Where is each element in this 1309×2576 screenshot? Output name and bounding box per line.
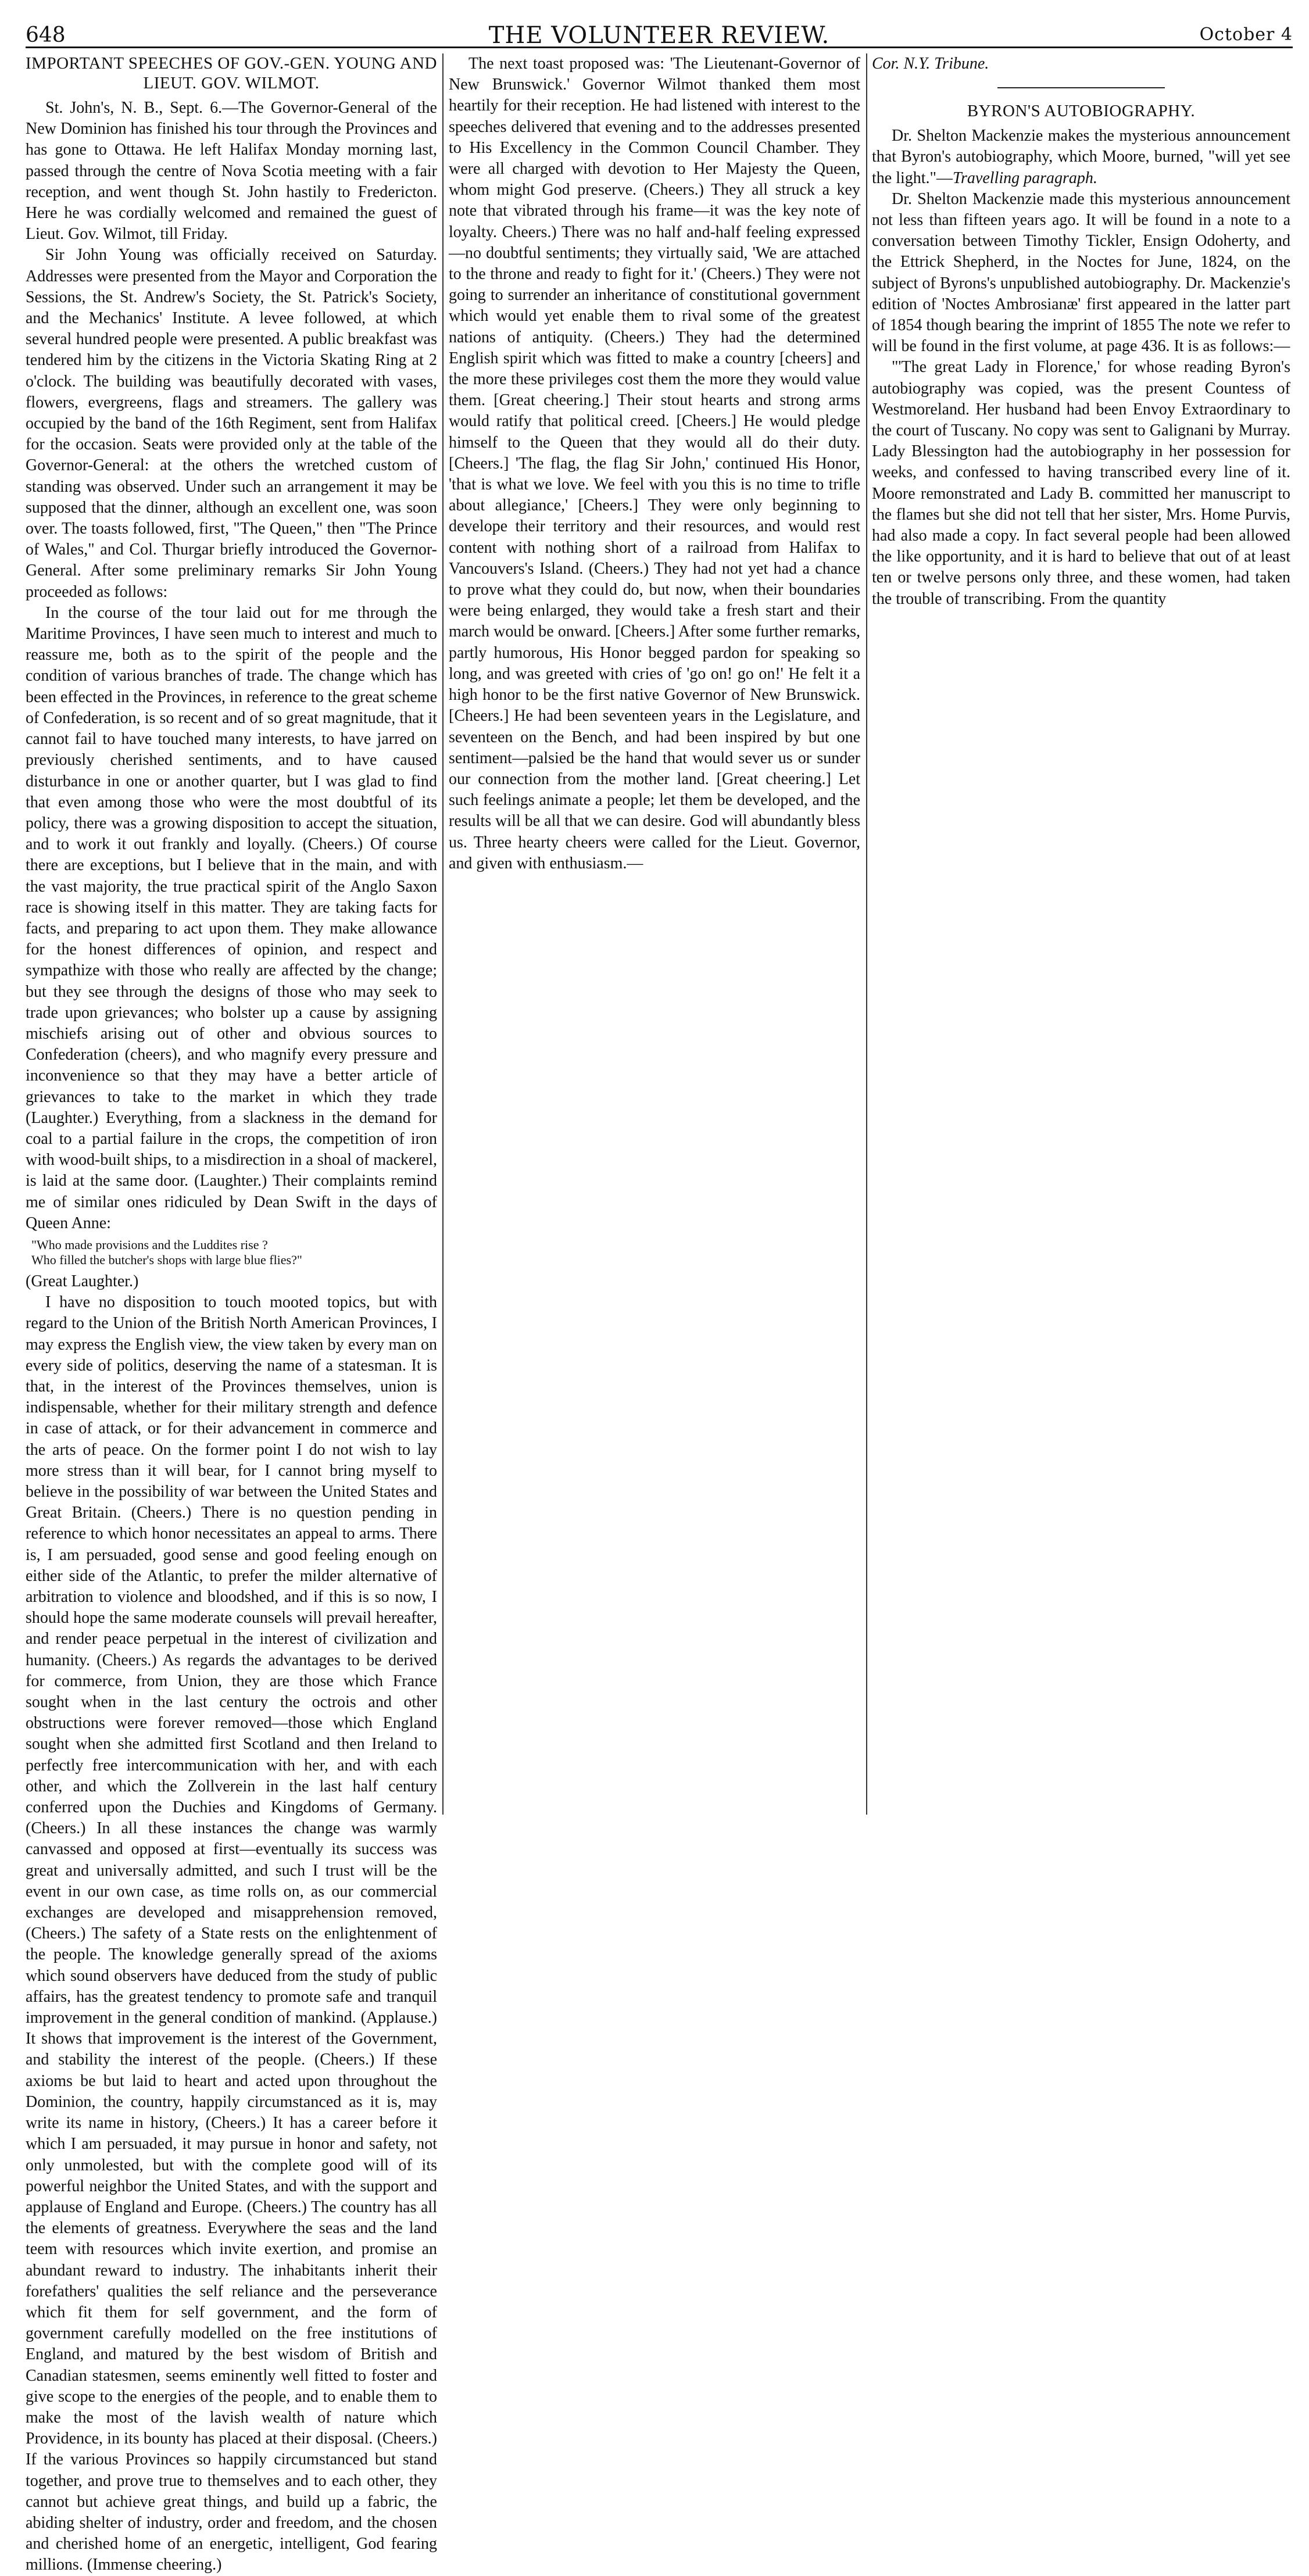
column-2	[449, 53, 860, 1815]
article-source: Cor. N.Y. Tribune.	[872, 55, 989, 73]
article-paragraph: The next toast proposed was: 'The Lieutenant-Governor of New Brunswick.' Governor Wilmot thanked them most heartily for their reception. He had listened with interest to the speeches delivered that evening and to the addresses presented to His Excellency in the Common Council Chamber. They were all charged with devotion to Her Majesty the Queen, whom might God preserve. (Cheers.) They all struck a key note that vibrated through his frame—it was the key note of loyalty. Cheers.) There was no half and-half feeling expressed—no doubtful sentiments; they virtually said, 'We are attached to the throne and ready to fight for it.' (Cheers.) They were not going to surrender an inheritance of constitutional government which would yet enable them to rival some of the greatest nations of antiquity. (Cheers.) They had the determined English spirit which was fitted to make a country [cheers] and the more these privileges cost them the more they would value them. [Great cheering.] Their stout hearts and strong arms would ratify that political creed. [Cheers.] He would pledge himself to the Queen that they would all do their duty. [Cheers.] 'The flag, the flag Sir John,' continued His Honor, 'that is what we love. We feel with you this is no time to trifle about allegiance,' [Cheers.] They were only beginning to develope their territory and their resources, and would rest content with nothing short of a railroad from Halifax to Vancouvers's Island. (Cheers.) They had not yet had a chance to prove what they could do, but now, when their boundaries were being enlarged, they would take a fresh start and their march would be onward. [Cheers.] After some further remarks, partly humorous, His Honor begged pardon for speaking so long, and was greeted with cries of 'go on! go on!' He felt it a high honor to be the first native Governor of New Brunswick. [Cheers.] He had been seventeen years in the Legislature, and seventeen on the Bench, and had been inspired by but one sentiment—palsied be the hand that would sever us or sunder our connection from the mother land. [Great cheering.] Let such feelings animate a people; let them be developed, and the results will be all that we can desire. God will abundantly bless us. Three hearty cheers were called for the Lieut. Governor, and given with enthusiasm.—	[449, 55, 860, 872]
column-divider	[866, 53, 867, 1815]
article-paragraph: (Great Laughter.)	[26, 1272, 139, 1290]
page-number: 648	[26, 23, 66, 47]
publication-title: THE VOLUNTEER REVIEW.	[488, 22, 830, 49]
article-paragraph: Dr. Shelton Mackenzie made this mysterious announcement not less than fifteen years ago. It will be found in a note to a conversation between Timothy Tickler, Ensign Odoherty, and the Ettrick Shepherd, in the Noctes for June, 1824, on the subject of Byrons's unpublished autobiography. Dr. Mackenzie's edition of 'Noctes Ambrosianæ' first appeared in the latter part of 1854 though bearing the imprint of 1855 The note we refer to will be found in the first volume, at page 436. It is as follows:—	[872, 189, 1290, 356]
column-1	[26, 53, 437, 2574]
verse-line: "Who made provisions and the Luddites rise ?	[31, 1237, 268, 1252]
article-title: IMPORTANT SPEECHES OF GOV.-GEN. YOUNG AND LIEUT. GOV. WILMOT.	[26, 54, 437, 92]
paragraph-source: Travelling paragraph.	[952, 169, 1097, 187]
page-header	[26, 10, 1293, 49]
verse-quote	[31, 1237, 437, 1268]
verse-line: Who filled the butcher's shops with large blue flies?"	[31, 1252, 302, 1267]
announcement-text: Dr. Shelton Mackenzie makes the mysterious announcement that Byron's autobiography, which Moore, burned, "will yet see the light."—	[872, 127, 1290, 187]
article-paragraph: St. John's, N. B., Sept. 6.—The Governor-General of the New Dominion has finished his tour through the Provinces and has gone to Ottawa. He left Halifax Monday morning last, passed through the centre of Nova Scotia meeting with a fair reception, and went though St. John hastily to Fredericton. Here he was cordially welcomed and remained the guest of Lieut. Gov. Wilmot, till Friday.	[26, 99, 437, 244]
article-paragraph: Sir John Young was officially received on Saturday. Addresses were presented from the Mayor and Corporation the Sessions, the St. Andrew's Society, the St. Patrick's Society, and the Mechanics' Institute. A levee followed, at which several hundred people were presented. A public breakfast was tendered him by the citizens in the Victoria Skating Ring at 2 o'clock. The building was beautifully decorated with vases, flowers, evergreens, flags and streamers. The gallery was occupied by the band of the 16th Regiment, sent from Halifax for the occasion. Seats were provided only at the table of the Governor-General: at the others the wretched custom of standing was observed. Under such an arrangement it may be supposed that the dinner, although an excellent one, was soon over. The toasts followed, first, "The Queen," then "The Prince of Wales," and Col. Thurgar briefly introduced the Governor-General. After some preliminary remarks Sir John Young proceeded as follows:	[26, 246, 437, 601]
article-paragraph: In the course of the tour laid out for me through the Maritime Provinces, I have seen much to interest and much to reassure me, both as to the spirit of the people and the condition of various branches of trade. The change which has been effected in the Provinces, in reference to the great scheme of Confederation, is so recent and of so great magnitude, that it cannot fail to have touched many interests, to have jarred on previously cherished sentiments, and to have caused disturbance in one or another quarter, but I was glad to find that even among those who were the most doubtful of its policy, there was a growing disposition to accept the situation, and to work it out frankly and loyally. (Cheers.) Of course there are exceptions, but I believe that in the main, and with the vast majority, the true practical spirit of the Anglo Saxon race is showing itself in this matter. They are taking facts for facts, and preparing to act upon them. They make allowance for the honest differences of opinion, and respect and sympathize with those who really are affected by the change; but they see through the designs of those who may seek to trade upon grievances; who bolster up a cause by assigning mischiefs arising out of other and obvious sources to Confederation (cheers), and who magnify every pressure and inconvenience so that they may have a better article of grievances to take to the market in which they trade (Laughter.) Everything, from a slackness in the demand for coal to a partial failure in the crops, the competition of iron with wood-built ships, to a misdirection in a shoal of mackerel, is laid at the same door. (Laughter.) Their complaints remind me of similar ones ridiculed by Dean Swift in the days of Queen Anne:	[26, 603, 437, 1232]
issue-date: October 4	[1199, 24, 1293, 45]
article-paragraph	[872, 126, 1290, 189]
column-divider	[442, 53, 444, 1815]
article-paragraph-continued	[872, 53, 1290, 74]
column-3	[872, 53, 1290, 1815]
article-paragraph: "'The great Lady in Florence,' for whose reading Byron's autobiography was copied, was the present Countess of Westmoreland. Her husband had been Envoy Extraordinary to the court of Tuscany. No copy was sent to Galignani by Murray. Lady Blessington had the autobiography in her possession for weeks, and confessed to having transcribed every line of it. Moore remonstrated and Lady B. committed her manuscript to the flames but she did not tell that her sister, Mrs. Home Purvis, had also made a copy. In fact several people had been allowed the like opportunity, and it is hard to believe that out of at least ten or twelve persons only three, and these women, had taken the trouble of transcribing. From the quantity	[872, 358, 1290, 608]
article-title: BYRON'S AUTOBIOGRAPHY.	[967, 102, 1196, 121]
section-divider	[997, 87, 1165, 88]
header-rule	[26, 46, 1293, 48]
article-paragraph: I have no disposition to touch mooted topics, but with regard to the Union of the British North American Provinces, I may express the English view, the view taken by every man on every side of politics, deserving the name of a statesman. It is that, in the interest of the Provinces themselves, union is indispensable, whether for their military strength and defence in case of attack, or for their advancement in commerce and the arts of peace. On the former point I do not wish to lay more stress than it will bear, for I cannot bring myself to believe in the possibility of war between the United States and Great Britain. (Cheers.) There is no question pending in reference to which honor necessitates an appeal to arms. There is, I am persuaded, good sense and good feeling enough on either side of the Atlantic, to prefer the milder alternative of arbitration to violence and bloodshed, and if this is so now, I should hope the same moderate counsels will prevail hereafter, and render peace perpetual in the interest of civilization and humanity. (Cheers.) As regards the advantages to be derived for commerce, from Union, they are those which France sought when in the last century the octrois and other obstructions were forever removed—those which England sought when she admitted first Scotland and then Ireland to perfectly free intercommunication with her, and with each other, and which the Zollverein in the last half century conferred upon the Duchies and Kingdoms of Germany. (Cheers.) In all these instances the change was warmly canvassed and opposed at first—eventually its success was great and universally admitted, and such I trust will be the event in our own case, as time rolls on, as our commercial exchanges are developed and misapprehension removed, (Cheers.) The safety of a State rests on the enlightenment of the people. The knowledge generally spread of the axioms which sound observers have deduced from the study of public affairs, has the greatest tendency to promote safe and tranquil improvement in the general condition of mankind. (Applause.) It shows that improvement is the interest of the Government, and stability the interest of the people. (Cheers.) If these axioms be but laid to heart and acted upon throughout the Dominion, the country, happily circumstanced as it is, may write its name in history, (Cheers.) It has a career before it which I am persuaded, it may pursue in honor and safety, not only unmolested, but with the complete good will of its powerful neighbor the United States, and with the support and applause of England and Europe. (Cheers.) The country has all the elements of greatness. Everywhere the seas and the land teem with resources which invite exertion, and promise an abundant reward to industry. The inhabitants inherit their forefathers' qualities the self reliance and the perseverance which fit them for self government, and the form of government carefully modelled on the free institutions of England, and matured by the best wisdom of British and Canadian statesmen, seems eminently well fitted to foster and give scope to the energies of the people, and to enable them to make the most of the lavish wealth of nature which Providence, in its bounty has placed at their disposal. (Cheers.) If the various Provinces so happily circumstanced but stand together, and prove true to themselves and to each other, they cannot but achieve great things, and build up a fabric, the abiding shelter of industry, order and freedom, and the chosen and cherished home of an energetic, intelligent, God fearing millions. (Immense cheering.)	[26, 1293, 437, 2574]
